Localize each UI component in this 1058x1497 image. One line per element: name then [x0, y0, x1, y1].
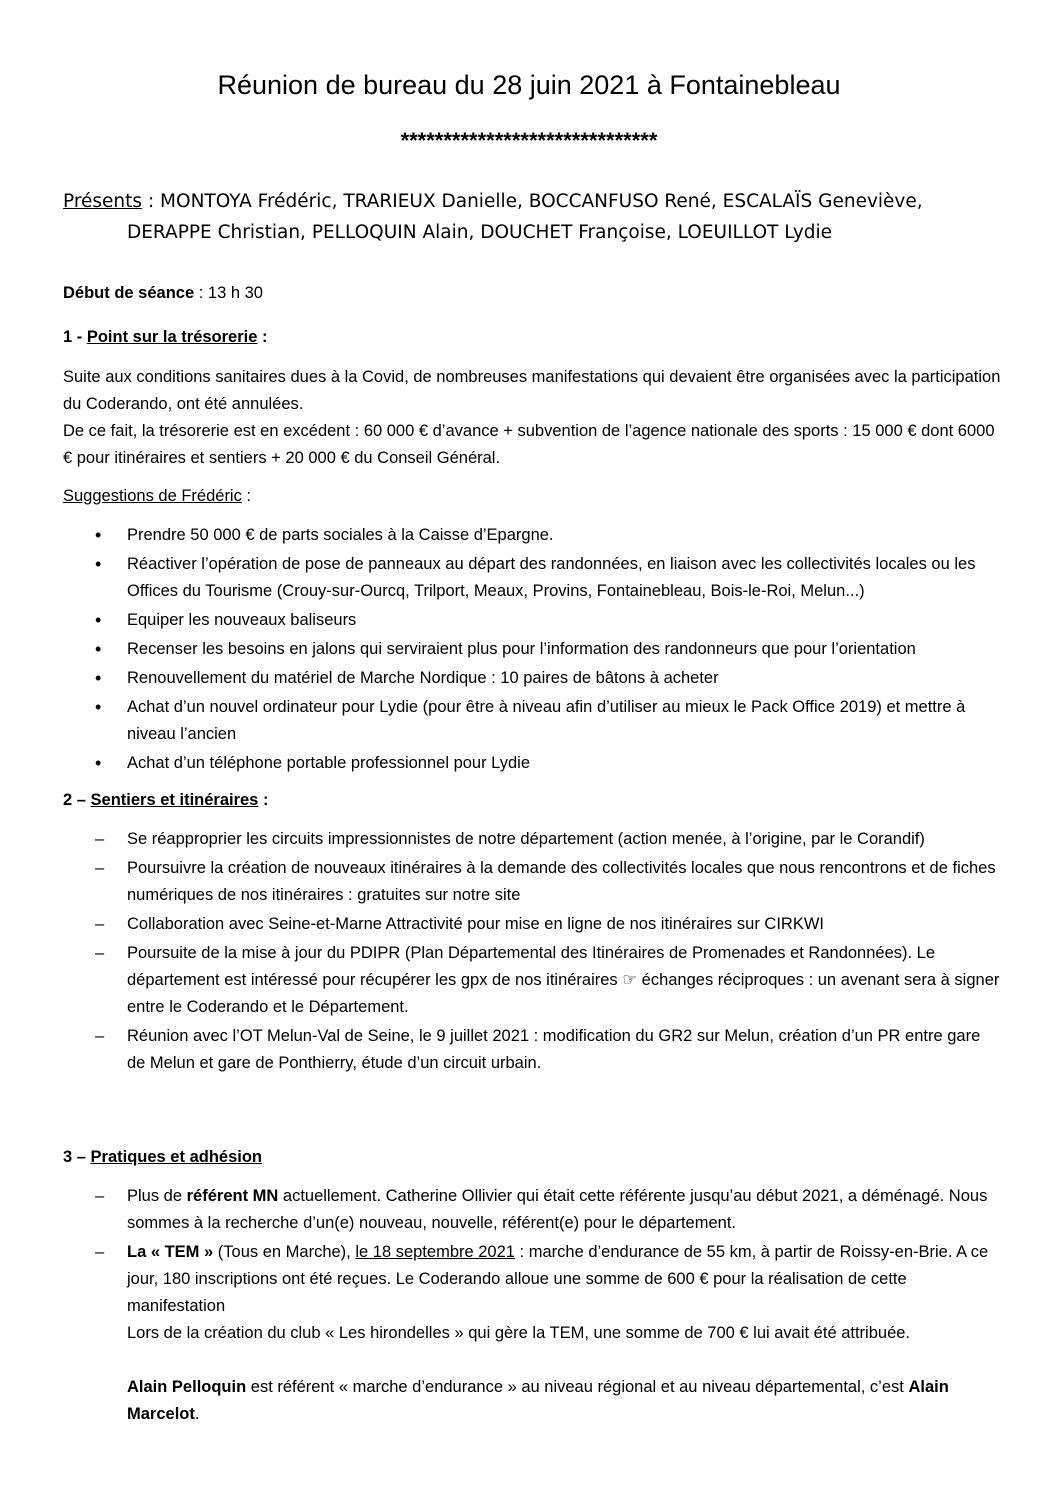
- section-3-number: 3 –: [63, 1148, 91, 1166]
- attendees: [63, 186, 1023, 248]
- tem-date: le 18 septembre 2021: [355, 1243, 515, 1261]
- section-1-title: Point sur la trésorerie: [86, 328, 258, 346]
- attendees-label: Présents: [63, 191, 143, 212]
- list-item: – Poursuivre la création de nouveaux itinéraires à la demande des collectivités locales que nous rencontrons et de fiches numériques de nos itinéraires : gratuites sur notre site: [63, 855, 1003, 909]
- referent-mn: référent MN: [186, 1187, 279, 1205]
- session-start-label: Début de séance: [63, 284, 195, 302]
- section-3-list: [63, 1183, 1003, 1430]
- list-item: • Achat d’un nouvel ordinateur pour Lydie (pour être à niveau afin d’utiliser au mieux le Pack Office 2019) et mettre à niveau l’ancien: [63, 694, 1003, 748]
- section-2-number: 2 –: [63, 791, 91, 809]
- section-1-heading: [63, 324, 1003, 351]
- list-item: – Réunion avec l’OT Melun-Val de Seine, le 9 juillet 2021 : modification du GR2 sur Melun, création d’un PR entre gare de Melun et gare de Ponthierry, étude d’un circuit urbain.: [63, 1023, 1003, 1077]
- section-1-colon: :: [257, 328, 268, 346]
- list-item: – Collaboration avec Seine-et-Marne Attractivité pour mise en ligne de nos itinéraires sur CIRKWI: [63, 911, 1003, 938]
- suggestions-colon: :: [241, 487, 252, 505]
- list-item: • Achat d’un téléphone portable professionnel pour Lydie: [63, 750, 1003, 777]
- item-text: est référent « marche d’endurance » au niveau régional et au niveau départemental, c’est: [246, 1378, 909, 1396]
- page-title: Réunion de bureau du 28 juin 2021 à Fontainebleau: [217, 70, 841, 100]
- attendees-line1: : MONTOYA Frédéric, TRARIEUX Danielle, BOCCANFUSO René, ESCALAÏS Geneviève,: [142, 191, 923, 212]
- section-2-list: [63, 826, 1003, 1079]
- alain-pelloquin: Alain Pelloquin: [127, 1378, 247, 1396]
- list-item: • Prendre 50 000 € de parts sociales à la Caisse d’Epargne.: [63, 522, 1003, 549]
- list-item: • Recenser les besoins en jalons qui serviraient plus pour l’information des randonneurs que pour l’orientation: [63, 636, 1003, 663]
- item-text: (Tous en Marche),: [213, 1243, 356, 1261]
- item-text: Lors de la création du club « Les hirondelles » qui gère la TEM, une somme de 700 € lui avait été attribuée.: [127, 1324, 911, 1342]
- section-3-heading: [63, 1144, 1003, 1171]
- section-2-title: Sentiers et itinéraires: [90, 791, 259, 809]
- list-item: [63, 1183, 1003, 1237]
- section-1-paragraph-2: De ce fait, la trésorerie est en excédent : 60 000 € d’avance + subvention de l’agence nationale des sports : 15 000 € dont 6000 € pour itinéraires et sentiers + 20 000 € du Conseil Général.: [63, 422, 995, 467]
- section-2-heading: [63, 787, 1003, 814]
- item-text: Plus de: [127, 1187, 187, 1205]
- section-1-number: 1 -: [63, 328, 87, 346]
- list-item: • Réactiver l’opération de pose de panneaux au départ des randonnées, en liaison avec les collectivités locales ou les Offices du Tourisme (Crouy-sur-Ourcq, Trilport, Meaux, Provins, Fontainebleau, Bois-le-Roi, Melun...): [63, 551, 1003, 605]
- list-item: – Poursuite de la mise à jour du PDIPR (Plan Départemental des Itinéraires de Promenades et Randonnées). Le département est intéressé pour récupérer les gpx de nos itinéraires ☞ échanges réciproques : un avenant sera à signer entre le Coderando et le Département.: [63, 940, 1003, 1021]
- item-text: : marche d’endurance de 55 km, à partir de Roissy-en-Brie. A ce jour, 180 inscriptions ont été reçues. Le Coderando alloue une somme de 600 € pour la réalisation de cette manifestation: [127, 1243, 989, 1315]
- suggestions-list: [63, 522, 1003, 779]
- list-item: • Renouvellement du matériel de Marche Nordique : 10 paires de bâtons à acheter: [63, 665, 1003, 692]
- list-item: • Equiper les nouveaux baliseurs: [63, 607, 1003, 634]
- star-separator: ******************************: [400, 128, 658, 153]
- item-text: actuellement. Catherine Ollivier qui était cette référente jusqu’au début 2021, a déménagé. Nous sommes à la recherche d’un(e) nouveau, nouvelle, référent(e) pour le département.: [127, 1187, 988, 1232]
- session-start-value: : 13 h 30: [194, 284, 263, 302]
- section-2-colon: :: [258, 791, 269, 809]
- alain-marcelot: Alain Marcelot: [127, 1378, 949, 1423]
- item-text: .: [194, 1405, 200, 1423]
- list-item: – Se réapproprier les circuits impressionnistes de notre département (action menée, à l’origine, par le Corandif): [63, 826, 1003, 853]
- attendees-line2: DERAPPE Christian, PELLOQUIN Alain, DOUCHET Françoise, LOEUILLOT Lydie: [127, 222, 833, 243]
- suggestions-heading: [63, 483, 1003, 510]
- section-3-title: Pratiques et adhésion: [90, 1148, 262, 1166]
- list-item: [63, 1239, 1003, 1428]
- section-1-paragraph-1: Suite aux conditions sanitaires dues à la Covid, de nombreuses manifestations qui devaient être organisées avec la participation du Coderando, ont été annulées.: [63, 368, 1001, 413]
- session-start: [63, 280, 1003, 307]
- tem-label: La « TEM »: [127, 1243, 214, 1261]
- suggestions-label: Suggestions de Frédéric: [63, 487, 242, 505]
